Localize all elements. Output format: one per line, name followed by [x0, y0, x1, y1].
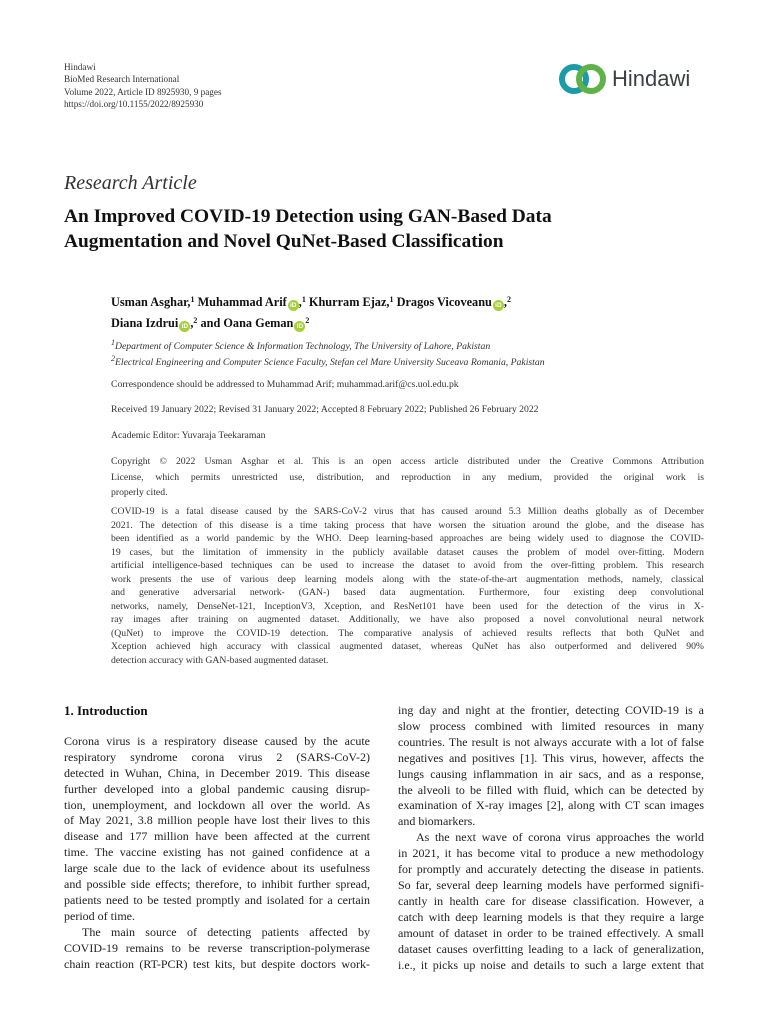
- affiliations: [111, 339, 545, 371]
- affiliation-mark: 1: [301, 295, 306, 304]
- text-line: lungs causing inflammation in air sacs, and as a response,: [398, 766, 704, 781]
- orcid-icon[interactable]: iD: [179, 321, 190, 332]
- text-line: examination of X-ray images [2], along with CT scan images: [398, 798, 704, 813]
- paper-title: [64, 204, 704, 254]
- affiliation-text: Department of Computer Science & Information Technology, The University of Lahore, Pakistan: [115, 341, 491, 352]
- paragraph: [398, 703, 704, 830]
- abstract-line: been identified as a world pandemic by the WHO. Deep learning-based approaches are being widely used to diagnose the COVID-: [111, 533, 704, 545]
- text-line: tion, unemployment, and lockdown all over the world. As: [64, 797, 370, 812]
- author-name: Khurram Ejaz,: [308, 295, 390, 309]
- copyright-notice: [111, 454, 704, 501]
- title-line: Augmentation and Novel QuNet-Based Classification: [64, 231, 504, 252]
- author-name: Muhammad Arif: [197, 295, 287, 309]
- text-line: and possible side effects; therefore, to inhibit further spread,: [64, 877, 370, 892]
- text-line: for promptly and accurately detecting the disease in patients.: [398, 862, 704, 877]
- affiliation-mark: 2: [193, 316, 198, 325]
- author-list: [111, 292, 511, 334]
- orcid-icon[interactable]: iD: [288, 300, 299, 311]
- left-column: [64, 703, 370, 973]
- abstract-line: Xception achieved high accuracy with classical augmented dataset, whereas QuNet has also outperformed and delivered 90%: [111, 641, 704, 653]
- volume-info: Volume 2022, Article ID 8925930, 9 pages: [64, 86, 222, 97]
- text-line: i.e., it picks up noise and details to such a large extent that: [398, 957, 704, 972]
- doi-link[interactable]: https://doi.org/10.1155/2022/8925930: [64, 99, 204, 110]
- abstract: [111, 505, 704, 668]
- affiliation-mark: 2: [305, 316, 310, 325]
- text-line: negatives and positives [1]. This virus, however, affects the: [398, 750, 704, 765]
- abstract-line: COVID-19 is a fatal disease caused by the SARS-CoV-2 virus that has caused around 5.3 Million deaths globally as of December: [111, 506, 704, 517]
- abstract-line: (QuNet) to improve the COVID-19 detection. The comparative analysis of achieved results reflects that both QuNet and: [111, 627, 704, 639]
- orcid-icon[interactable]: iD: [294, 321, 305, 332]
- paragraph: [64, 925, 370, 973]
- author-name: Dragos Vicoveanu: [396, 295, 492, 309]
- article-type: Research Article: [64, 172, 197, 194]
- paragraph: [64, 734, 370, 925]
- abstract-line: and generative adversarial network- (GAN-) based data augmentation. Furthermore, four existing deep convolutional: [111, 587, 704, 599]
- title-line: An Improved COVID-19 Detection using GAN-Based Data: [64, 206, 552, 227]
- text-line: slow process combined with limited resources in many: [398, 718, 704, 733]
- affiliation-mark: 1: [389, 295, 394, 304]
- right-column: [398, 703, 704, 973]
- text-line: amount of dataset in order to be trained effectively. A small: [398, 925, 704, 940]
- affiliation-mark: 2: [506, 295, 511, 304]
- academic-editor: Academic Editor: Yuvaraja Teekaraman: [111, 430, 266, 441]
- affiliation-text: Electrical Engineering and Computer Science Faculty, Stefan cel Mare University Suceava Romania, Pakistan: [115, 357, 545, 368]
- affiliation-mark: 1: [190, 295, 195, 304]
- text-line: cantly in health care for disease classification. However, a: [398, 893, 704, 908]
- text-line: Corona virus is a respiratory disease caused by the acute: [64, 733, 370, 748]
- journal-name: BioMed Research International: [64, 74, 180, 85]
- text-line: dataset causes overfitting leading to a lack of generalization,: [398, 941, 704, 956]
- text-line: ing day and night at the frontier, detecting COVID-19 is a: [398, 703, 704, 717]
- text-line: the alveoli to be filled with fluid, which can be detected by: [398, 782, 704, 797]
- text-line: and biomarkers.: [398, 814, 476, 829]
- author-name: Usman Asghar,: [111, 295, 191, 309]
- copyright-line: Copyright © 2022 Usman Asghar et al. This is an open access article distributed under the Creative Commons Attribution: [111, 456, 704, 467]
- text-line: chain reaction (RT-PCR) test kits, but despite doctors work-: [64, 956, 370, 971]
- affiliation-mark: 1: [111, 338, 115, 347]
- copyright-line: License, which permits unrestricted use, distribution, and reproduction in any medium, provided the original work is: [111, 471, 704, 483]
- author-name: and Oana Geman: [200, 316, 294, 330]
- affiliation-mark: 2: [111, 354, 115, 363]
- copyright-line: properly cited.: [111, 487, 168, 498]
- text-line: catch with deep learning models is that they require a large: [398, 909, 704, 924]
- hindawi-rings-icon: [557, 62, 609, 96]
- affiliation-item: [111, 339, 545, 355]
- text-line: large scale due to the lack of evidence about its usefulness: [64, 861, 370, 876]
- text-line: patients need to be tested promptly and isolated for a certain: [64, 892, 370, 907]
- hindawi-logo: [557, 62, 690, 96]
- orcid-icon[interactable]: iD: [493, 300, 504, 311]
- text-line: period of time.: [64, 908, 135, 923]
- abstract-line: ray images after training on augmented dataset. Additionally, we have also proposed a novel convolutional neural network: [111, 614, 704, 626]
- text-line: detected in Wuhan, China, in December 2019. This disease: [64, 765, 370, 780]
- publisher-name: Hindawi: [64, 62, 96, 72]
- text-line: countries. The result is not always accurate with a lot of false: [398, 734, 704, 749]
- publication-dates: Received 19 January 2022; Revised 31 January 2022; Accepted 8 February 2022; Published 26 February 2022: [111, 404, 539, 415]
- text-line: As the next wave of corona virus approaches the world: [416, 830, 704, 845]
- paragraph: [398, 830, 704, 973]
- correspondence: Correspondence should be addressed to Muhammad Arif; muhammad.arif@cs.uol.edu.pk: [111, 379, 459, 390]
- abstract-line: detection accuracy with GAN-based augmented dataset.: [111, 655, 329, 667]
- text-line: further developed into a global pandemic causing disrup-: [64, 781, 370, 796]
- text-line: in 2021, it has become vital to produce a new methodology: [398, 846, 704, 861]
- author-name: Diana Izdrui: [111, 316, 179, 330]
- logo-text: Hindawi: [612, 66, 691, 91]
- author-line: Diana Izdrui iD ,$^2$ and Oana Geman $iD^2$: [111, 316, 310, 330]
- affiliation-item: [111, 355, 545, 371]
- text-line: respiratory syndrome corona virus 2 (SARS-CoV-2): [64, 749, 370, 764]
- text-line: The main source of detecting patients affected by: [82, 924, 370, 939]
- text-line: So far, several deep learning models have performed signifi-: [398, 877, 704, 892]
- author-line: Usman Asghar,$^1$ Muhammad Arif iD ,$^1$ Khurram Ejaz,$^1$ Dragos Vicoveanu iD ,$^2$: [111, 295, 511, 309]
- journal-meta: [64, 61, 222, 111]
- abstract-line: work presents the use of various deep learning models along with the state-of-the-art augmentation methods, namely, classical: [111, 573, 704, 585]
- section-heading: 1. Introduction: [64, 703, 148, 718]
- abstract-line: 19 cases, but the limitation of immensity in the publicly available dataset causes the problem of model over-fitting. Modern: [111, 546, 704, 558]
- abstract-line: artificial intelligence-based techniques can be used to increase the dataset to avoid from the over-fitting problem. This research: [111, 560, 704, 572]
- abstract-line: networks, namely, DenseNet-121, InceptionV3, Xception, and ResNet101 have been used for the detection of the virus in X-: [111, 600, 704, 612]
- text-line: time. The vaccine existing has not gained confidence at a: [64, 845, 370, 860]
- text-line: of May 2021, 3.8 million people have lost their lives to this: [64, 813, 370, 828]
- abstract-line: 2021. The detection of this disease is a time taking process that have worsen the situation around the globe, and the disease has: [111, 519, 704, 531]
- text-line: COVID-19 remains to be reverse transcription-polymerase: [64, 940, 370, 955]
- text-line: disease and 177 million have been affected at the current: [64, 829, 370, 844]
